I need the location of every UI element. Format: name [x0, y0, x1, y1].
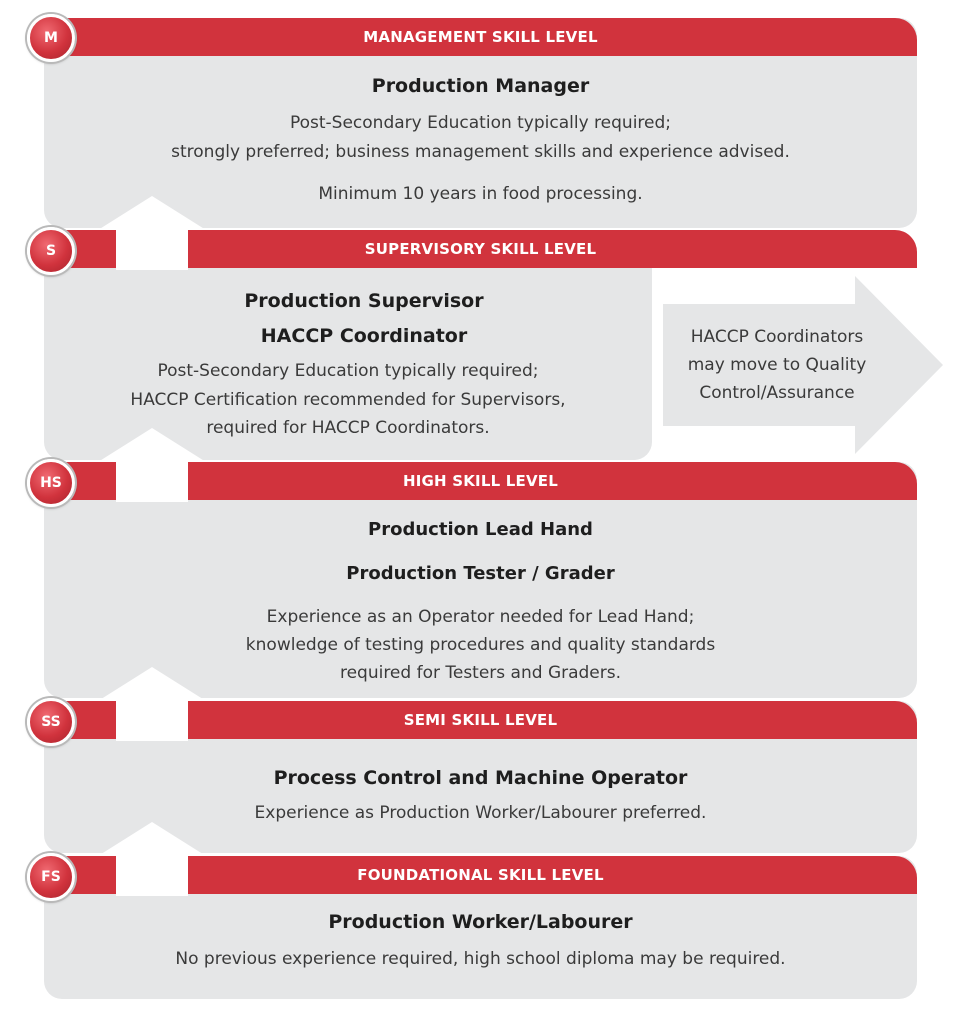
- supervisory-title: SUPERVISORY SKILL LEVEL: [364, 240, 597, 258]
- foundational-title: FOUNDATIONAL SKILL LEVEL: [357, 866, 604, 884]
- management-desc-line-1: Post-Secondary Education typically required;: [289, 113, 672, 133]
- foundational-desc-line-1: No previous experience required, high school diploma may be required.: [175, 949, 786, 969]
- semi-skill-role-operator: Process Control and Machine Operator: [273, 767, 688, 789]
- high-skill-badge: HS: [27, 459, 75, 507]
- high-skill-desc-line-2: knowledge of testing procedures and quality standards: [245, 635, 716, 655]
- high-skill-title: HIGH SKILL LEVEL: [403, 472, 558, 490]
- side-note-line-1: HACCP Coordinators: [690, 327, 864, 347]
- management-desc-line-2: strongly preferred; business management skills and experience advised.: [171, 142, 790, 162]
- supervisory-desc-line-2: HACCP Certification recommended for Supervisors,: [130, 390, 566, 410]
- semi-skill-badge: SS: [27, 698, 75, 746]
- management-title: MANAGEMENT SKILL LEVEL: [363, 28, 598, 46]
- management-min-years: Minimum 10 years in food processing.: [318, 184, 643, 204]
- high-skill-role-tester: Production Tester / Grader: [346, 563, 615, 584]
- supervisory-role-supervisor: Production Supervisor: [244, 290, 484, 312]
- semi-skill-desc-line-1: Experience as Production Worker/Labourer preferred.: [254, 803, 707, 823]
- arrow-up-icon: [98, 667, 206, 741]
- side-note-line-2: may move to Quality: [687, 355, 867, 375]
- management-badge: M: [27, 14, 75, 62]
- high-skill-desc-line-1: Experience as an Operator needed for Lead Hand;: [266, 607, 695, 627]
- supervisory-role-haccp: HACCP Coordinator: [260, 325, 468, 347]
- foundational-badge: FS: [27, 853, 75, 901]
- arrow-up-icon: [98, 196, 206, 270]
- supervisory-desc-line-3: required for HACCP Coordinators.: [206, 418, 490, 438]
- side-note-line-3: Control/Assurance: [699, 383, 855, 403]
- management-role-manager: Production Manager: [371, 75, 590, 97]
- arrow-up-icon: [98, 428, 206, 502]
- semi-skill-title: SEMI SKILL LEVEL: [403, 711, 558, 729]
- supervisory-desc-line-1: Post-Secondary Education typically required;: [157, 361, 539, 381]
- high-skill-desc-line-3: required for Testers and Graders.: [339, 663, 622, 683]
- foundational-role-labourer: Production Worker/Labourer: [328, 911, 633, 933]
- high-skill-role-lead-hand: Production Lead Hand: [368, 519, 593, 540]
- supervisory-badge: S: [27, 227, 75, 275]
- arrow-up-icon: [98, 822, 206, 896]
